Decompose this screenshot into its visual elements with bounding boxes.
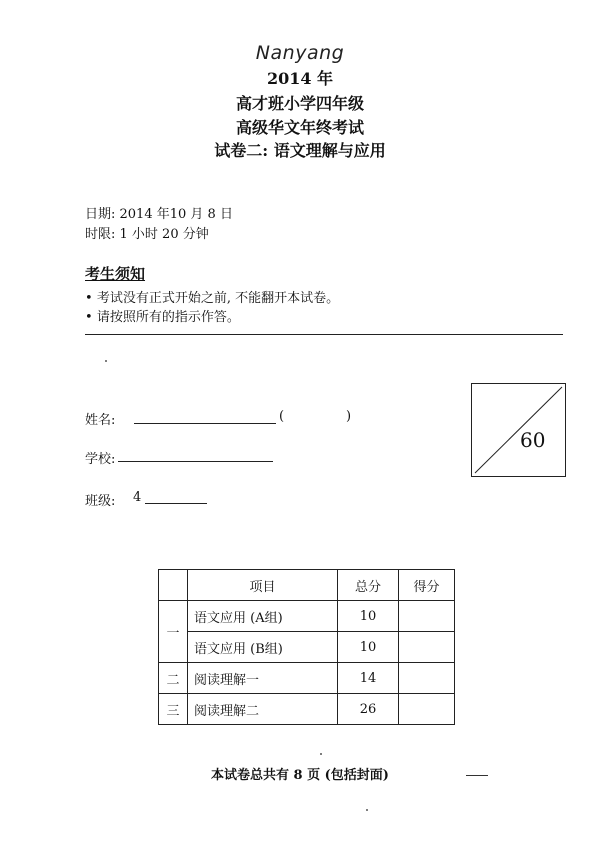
class-value: 4 (133, 490, 142, 505)
school-label: 学校: (85, 452, 116, 467)
total-cell: 14 (338, 663, 399, 694)
table-row (159, 663, 455, 694)
score-table (158, 569, 455, 725)
divider (85, 334, 563, 335)
section-cell: 三 (159, 694, 188, 725)
page-count-note: 本试卷总共有 8 页 (包括封面) (211, 768, 389, 783)
total-score: 60 (520, 428, 546, 452)
score-cell[interactable] (399, 632, 455, 663)
scan-speck (105, 360, 107, 362)
class-field[interactable] (145, 503, 207, 504)
exam-year: 2014 年 (266, 69, 334, 88)
table-header-cell: 总分 (338, 570, 399, 601)
exam-subject-title: 高级华文年终考试 (235, 118, 364, 137)
table-header-cell: 项目 (188, 570, 338, 601)
bullet-icon: • (85, 310, 93, 325)
notice-item: • 考试没有正式开始之前, 不能翻开本试卷。 (85, 291, 340, 306)
score-cell[interactable] (399, 694, 455, 725)
item-cell: 语文应用 (A组) (188, 601, 338, 632)
notice-item: • 请按照所有的指示作答。 (85, 310, 240, 325)
item-cell: 阅读理解二 (188, 694, 338, 725)
table-header-row (159, 570, 455, 601)
table-row (159, 632, 455, 663)
total-cell: 26 (338, 694, 399, 725)
paren-close: ) (346, 409, 352, 424)
class-label: 班级: (85, 494, 116, 509)
diagonal-line (472, 384, 565, 476)
school-field[interactable] (118, 461, 273, 462)
score-cell[interactable] (399, 663, 455, 694)
table-row (159, 601, 455, 632)
scan-speck (366, 809, 368, 811)
paper-title: 试卷二: 语文理解与应用 (214, 141, 386, 160)
table-header-cell: 得分 (399, 570, 455, 601)
total-cell: 10 (338, 632, 399, 663)
exam-date: 日期: 2014 年10 月 8 日 (85, 207, 233, 222)
item-cell: 语文应用 (B组) (188, 632, 338, 663)
exam-duration: 时限: 1 小时 20 分钟 (85, 227, 209, 242)
name-field[interactable] (134, 423, 276, 424)
notice-heading: 考生须知 (85, 265, 146, 283)
name-label: 姓名: (85, 413, 116, 428)
scan-mark (466, 775, 488, 776)
table-header-cell (159, 570, 188, 601)
section-cell: 二 (159, 663, 188, 694)
total-score-box (471, 383, 566, 477)
item-cell: 阅读理解一 (188, 663, 338, 694)
paren-open: ( (279, 409, 285, 424)
total-cell: 10 (338, 601, 399, 632)
handwritten-note: Nanyang (255, 42, 345, 64)
bullet-icon: • (85, 291, 93, 306)
scan-speck (320, 753, 322, 755)
score-cell[interactable] (399, 601, 455, 632)
table-row (159, 694, 455, 725)
exam-class-title: 高才班小学四年级 (235, 94, 364, 113)
section-cell: 一 (159, 601, 188, 663)
